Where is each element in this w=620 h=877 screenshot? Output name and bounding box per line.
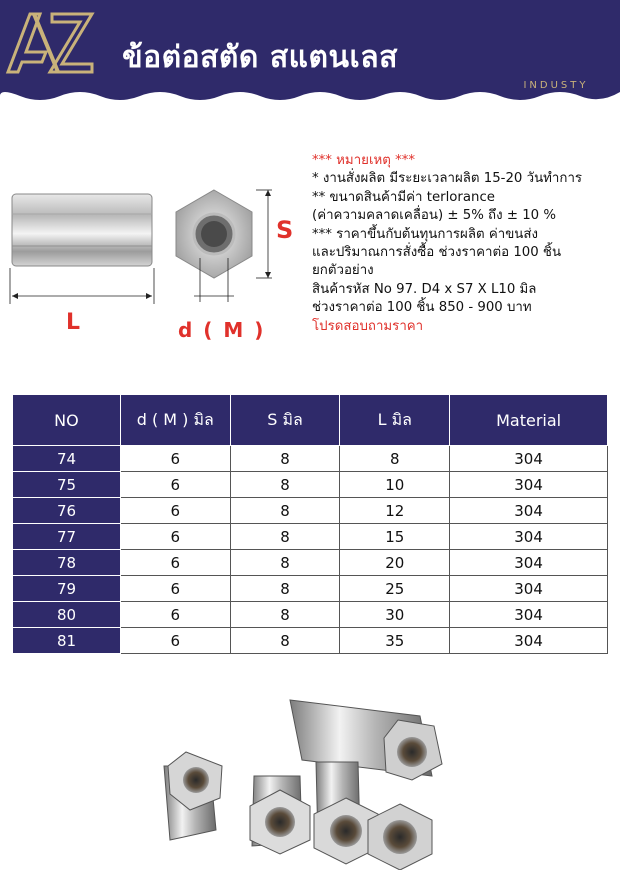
cell-l: 15: [340, 524, 450, 550]
nut-left-tall: [164, 752, 222, 840]
cell-material: 304: [450, 602, 608, 628]
cell-material: 304: [450, 576, 608, 602]
header-l: L มิล: [340, 395, 450, 446]
table-row: [13, 550, 608, 576]
table-row: [13, 472, 608, 498]
table-row: [13, 628, 608, 654]
cell-s: 8: [230, 446, 340, 472]
cell-d: 6: [120, 576, 230, 602]
cell-material: 304: [450, 498, 608, 524]
header-s: S มิล: [230, 395, 340, 446]
cell-material: 304: [450, 472, 608, 498]
cell-d: 6: [120, 446, 230, 472]
header-d: d ( M ) มิล: [120, 395, 230, 446]
cell-s: 8: [230, 576, 340, 602]
cell-l: 35: [340, 628, 450, 654]
cell-l: 20: [340, 550, 450, 576]
notes-heading: *** หมายเหตุ ***: [312, 153, 416, 168]
diameter-label: d ( M ): [178, 318, 266, 342]
cell-no: 79: [13, 576, 121, 602]
cell-d: 6: [120, 498, 230, 524]
cell-s: 8: [230, 628, 340, 654]
cell-l: 10: [340, 472, 450, 498]
table-row: [13, 602, 608, 628]
cell-no: 77: [13, 524, 121, 550]
note-line: ** ขนาดสินค้ามีค่า terlorance: [312, 189, 495, 205]
cell-l: 25: [340, 576, 450, 602]
cell-d: 6: [120, 602, 230, 628]
header-material: Material: [450, 395, 608, 446]
table-row: [13, 524, 608, 550]
cell-no: 75: [13, 472, 121, 498]
cell-d: 6: [120, 628, 230, 654]
cell-material: 304: [450, 628, 608, 654]
cell-no: 81: [13, 628, 121, 654]
cell-d: 6: [120, 550, 230, 576]
spec-table: [12, 394, 608, 654]
table-row: [13, 576, 608, 602]
cell-s: 8: [230, 498, 340, 524]
cell-l: 12: [340, 498, 450, 524]
header-no: NO: [13, 395, 121, 446]
cell-s: 8: [230, 550, 340, 576]
width-label: S: [276, 216, 294, 244]
cell-d: 6: [120, 472, 230, 498]
nut-back-long: [290, 700, 442, 780]
cell-material: 304: [450, 550, 608, 576]
cell-no: 74: [13, 446, 121, 472]
cell-l: 8: [340, 446, 450, 472]
table-row: [13, 446, 608, 472]
coupling-nut-side-view: [12, 194, 152, 266]
cell-material: 304: [450, 446, 608, 472]
cell-s: 8: [230, 472, 340, 498]
notes-panel: [312, 152, 612, 336]
contact-for-price: โปรดสอบถามราคา: [312, 318, 424, 334]
note-line: สินค้ารหัส No 97. D4 x S7 X L10 มิล: [312, 281, 537, 297]
page-header: [0, 0, 620, 120]
page-title: ข้อต่อสตัด สแตนเลส: [122, 40, 398, 75]
note-line: * งานสั่งผลิต มีระยะเวลาผลิต 15-20 วันทำการ: [312, 171, 583, 187]
cell-no: 80: [13, 602, 121, 628]
note-line: *** ราคาขึ้นกับต้นทุนการผลิต ค่าขนส่ง: [312, 226, 539, 242]
cell-no: 76: [13, 498, 121, 524]
cell-s: 8: [230, 602, 340, 628]
cell-d: 6: [120, 524, 230, 550]
cell-l: 30: [340, 602, 450, 628]
cell-material: 304: [450, 524, 608, 550]
cell-no: 78: [13, 550, 121, 576]
note-line: (ค่าความคลาดเคลื่อน) ± 5% ถึง ± 10 %: [312, 208, 556, 224]
logo-subtitle: INDUSTY: [523, 80, 589, 91]
table-row: [13, 498, 608, 524]
note-line: ยกตัวอย่าง: [312, 263, 374, 279]
product-photo: [150, 680, 480, 870]
nut-middle: [250, 776, 310, 854]
cell-s: 8: [230, 524, 340, 550]
az-logo-icon: [0, 0, 100, 100]
length-label: L: [66, 310, 81, 335]
note-line: ช่วงราคาต่อ 100 ชิ้น 850 - 900 บาท: [312, 300, 532, 316]
table-header-row: [13, 395, 608, 446]
note-line: และปริมาณการสั่งซื้อ ช่วงราคาต่อ 100 ชิ้น: [312, 245, 562, 261]
